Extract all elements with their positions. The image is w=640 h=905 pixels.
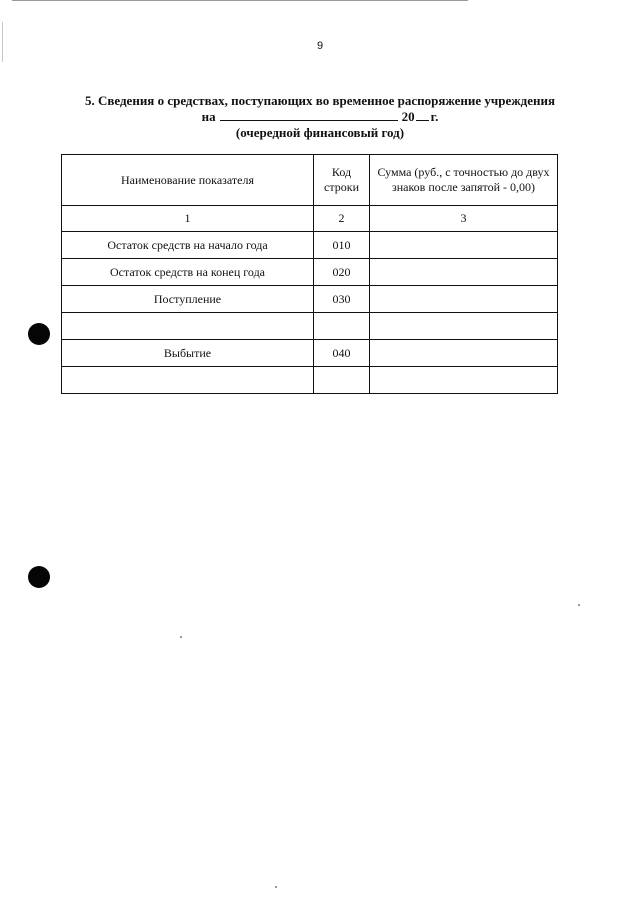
heading-date-line (0, 109, 640, 125)
table-row (62, 232, 558, 259)
table-column-numbers-row (62, 206, 558, 232)
heading-date-year: 20 (401, 109, 415, 124)
scan-speck (578, 604, 580, 606)
table-row (62, 259, 558, 286)
indicator-name-cell: Выбытие (62, 340, 314, 367)
indicator-name-cell: Поступление (62, 286, 314, 313)
row-code-cell: 030 (314, 286, 370, 313)
table-row (62, 340, 558, 367)
indicator-name-cell (62, 313, 314, 340)
scan-speck (180, 636, 182, 638)
indicator-name-cell (62, 367, 314, 394)
sum-cell (370, 340, 558, 367)
header-row-code: Код строки (314, 155, 370, 206)
table-row (62, 313, 558, 340)
binder-hole-top (28, 323, 50, 345)
heading-title: 5. Сведения о средствах, поступающих во временное распоряжение учреждения (84, 93, 556, 108)
funds-table (61, 154, 558, 394)
scan-top-edge-line (12, 0, 468, 1)
sum-cell (370, 286, 558, 313)
row-code-cell: 040 (314, 340, 370, 367)
sum-cell (370, 313, 558, 340)
indicator-name-cell: Остаток средств на начало года (62, 232, 314, 259)
binder-hole-bottom (28, 566, 50, 588)
row-code-cell: 020 (314, 259, 370, 286)
heading-subtitle: (очередной финансовый год) (235, 125, 405, 140)
row-code-cell (314, 367, 370, 394)
section-heading (0, 93, 640, 141)
table-row (62, 286, 558, 313)
table-header-row (62, 155, 558, 206)
sum-cell (370, 232, 558, 259)
year-blank-field (416, 109, 429, 121)
page-number: 9 (316, 40, 324, 52)
header-indicator-name: Наименование показателя (62, 155, 314, 206)
column-number: 3 (370, 206, 558, 232)
header-sum: Сумма (руб., с точностью до двух знаков после запятой - 0,00) (370, 155, 558, 206)
heading-date-suffix: г. (430, 109, 439, 124)
sum-cell (370, 259, 558, 286)
scan-speck (275, 886, 277, 888)
row-code-cell: 010 (314, 232, 370, 259)
row-code-cell (314, 313, 370, 340)
column-number: 1 (62, 206, 314, 232)
heading-date-prefix: на (201, 109, 216, 124)
table-row (62, 367, 558, 394)
date-blank-field (220, 109, 398, 121)
column-number: 2 (314, 206, 370, 232)
sum-cell (370, 367, 558, 394)
indicator-name-cell: Остаток средств на конец года (62, 259, 314, 286)
